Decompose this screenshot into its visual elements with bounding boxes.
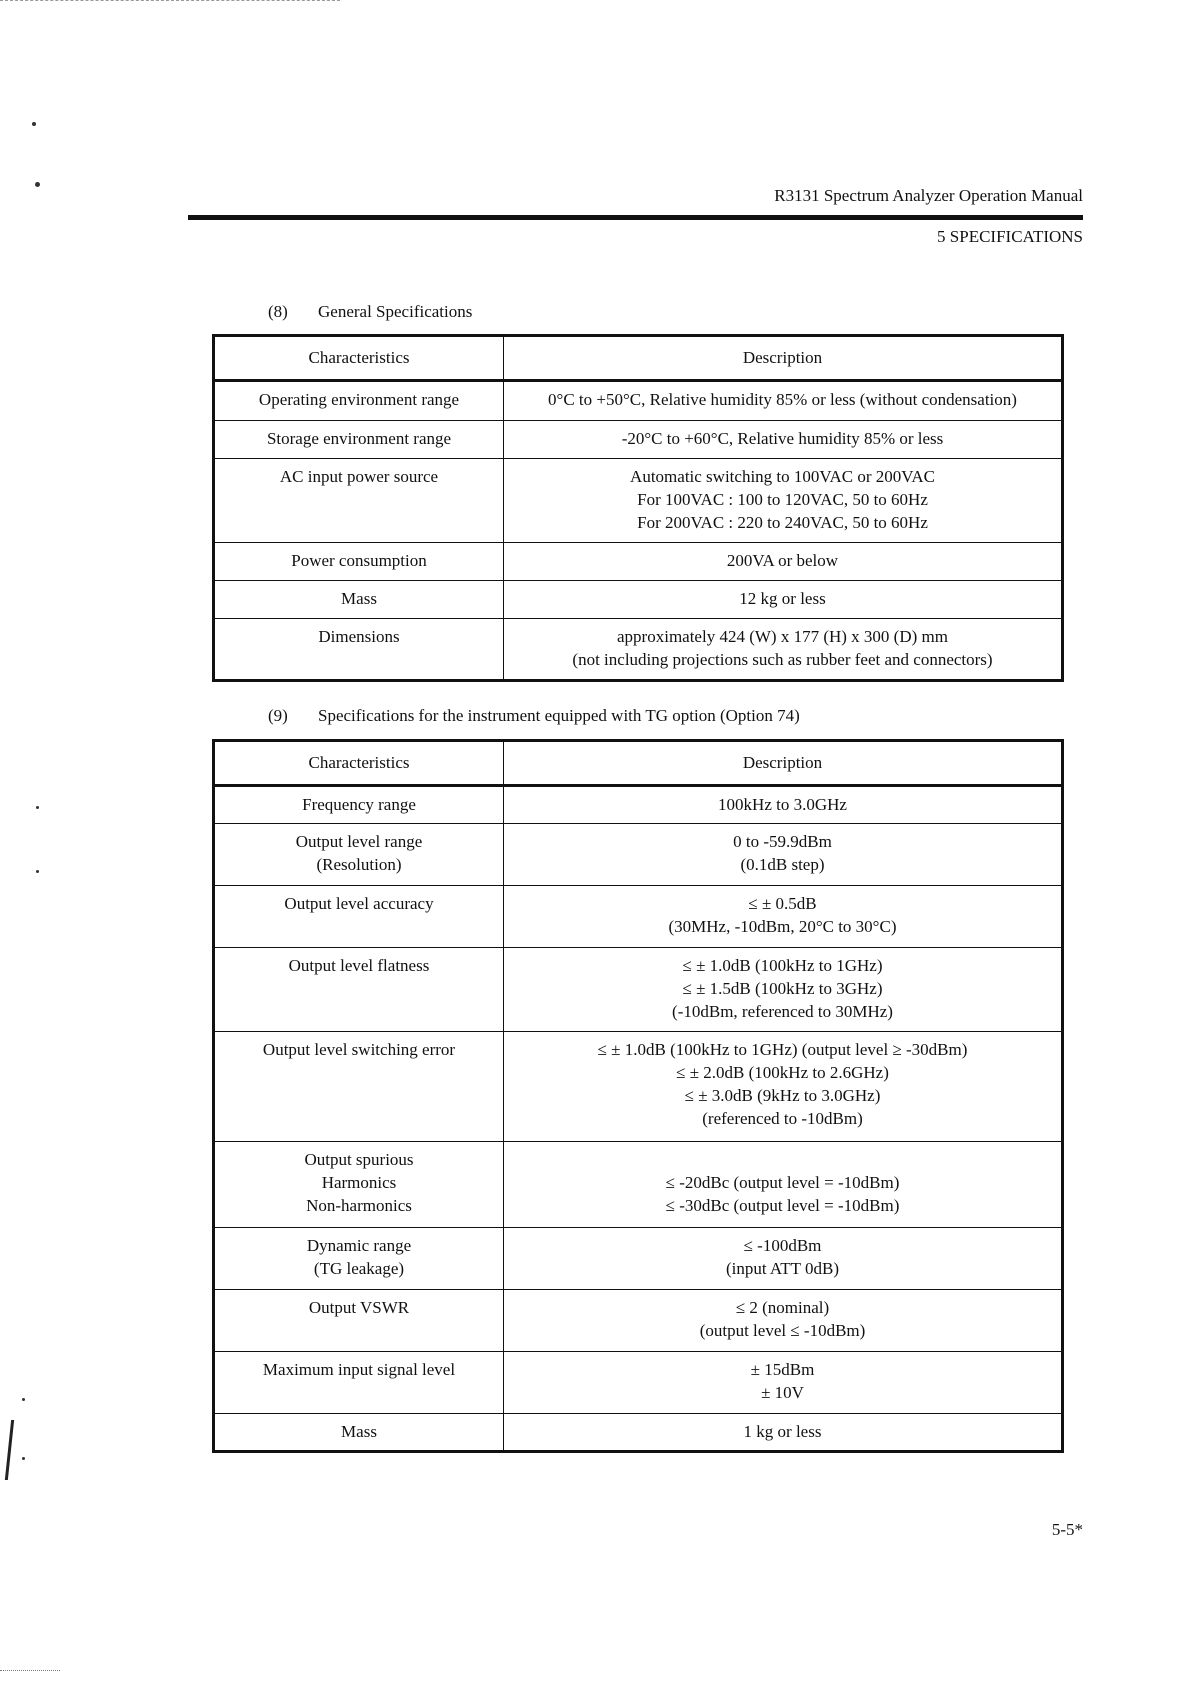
description-line: 1 kg or less	[743, 1422, 822, 1441]
description-line: (output level ≤ -10dBm)	[699, 1321, 866, 1340]
manual-title: R3131 Spectrum Analyzer Operation Manual	[774, 186, 1083, 205]
description-cell	[504, 619, 1063, 681]
description-cell	[504, 1414, 1063, 1452]
description-line: (0.1dB step)	[740, 855, 825, 874]
characteristic-cell	[214, 619, 504, 681]
table-row	[214, 381, 1063, 421]
characteristic-cell	[214, 459, 504, 543]
characteristic-cell	[214, 581, 504, 619]
scan-speck	[36, 870, 39, 873]
description-line: ≤ ± 3.0dB (9kHz to 3.0GHz)	[684, 1086, 881, 1105]
description-line: ≤ -30dBc (output level = -10dBm)	[665, 1196, 900, 1215]
scan-speck	[22, 1457, 25, 1460]
description-line: 0 to -59.9dBm	[733, 832, 832, 851]
characteristic-cell	[214, 1290, 504, 1352]
characteristic-cell	[214, 1032, 504, 1142]
column-header-characteristics: Characteristics	[214, 336, 504, 381]
section-number: (8)	[268, 302, 288, 321]
description-line	[510, 1148, 1055, 1171]
characteristic-cell	[214, 1352, 504, 1414]
description-cell	[504, 824, 1063, 886]
description-cell	[504, 786, 1063, 824]
header-rule	[188, 215, 1083, 220]
description-cell	[504, 886, 1063, 948]
description-line: ± 15dBm	[750, 1360, 815, 1379]
column-header-description: Description	[504, 336, 1063, 381]
description-line: ≤ -20dBc (output level = -10dBm)	[665, 1173, 900, 1192]
characteristic-cell	[214, 824, 504, 886]
column-header-characteristics: Characteristics	[214, 741, 504, 786]
description-line: ≤ 2 (nominal)	[735, 1298, 830, 1317]
characteristic-line: Storage environment range	[266, 429, 452, 448]
description-line: 0°C to +50°C, Relative humidity 85% or less (without condensation)	[548, 390, 1017, 409]
description-line: ≤ ± 1.0dB (100kHz to 1GHz) (output level ≥ -30dBm)	[597, 1040, 968, 1059]
section-heading-text: General Specifications	[318, 302, 473, 321]
table-header-row	[214, 741, 1063, 786]
description-line: 200VA or below	[726, 551, 839, 570]
characteristic-line: Output level accuracy	[284, 894, 434, 913]
table-row	[214, 1228, 1063, 1290]
characteristic-line: Output spurious	[304, 1150, 414, 1169]
description-line: ± 10V	[761, 1383, 804, 1402]
table-row	[214, 543, 1063, 581]
description-cell	[504, 421, 1063, 459]
column-header-description: Description	[504, 741, 1063, 786]
characteristic-line: (TG leakage)	[313, 1259, 405, 1278]
characteristic-line: Dynamic range	[306, 1236, 412, 1255]
description-line: ≤ ± 1.5dB (100kHz to 3GHz)	[682, 979, 883, 998]
characteristic-cell	[214, 1414, 504, 1452]
description-line: (not including projections such as rubber feet and connectors)	[572, 650, 993, 669]
table-row	[214, 1032, 1063, 1142]
table-row	[214, 1290, 1063, 1352]
description-cell	[504, 381, 1063, 421]
description-line: (30MHz, -10dBm, 20°C to 30°C)	[668, 917, 897, 936]
scan-speck	[32, 122, 36, 126]
description-line: approximately 424 (W) x 177 (H) x 300 (D) mm	[617, 627, 948, 646]
characteristic-cell	[214, 421, 504, 459]
characteristic-line: Maximum input signal level	[262, 1360, 456, 1379]
description-line: -20°C to +60°C, Relative humidity 85% or less	[621, 429, 944, 448]
description-line: ≤ ± 1.0dB (100kHz to 1GHz)	[682, 956, 883, 975]
characteristic-line: Dimensions	[318, 627, 400, 646]
description-line: 100kHz to 3.0GHz	[718, 795, 847, 814]
characteristic-cell	[214, 1142, 504, 1228]
table-row	[214, 786, 1063, 824]
section-number: (9)	[268, 706, 288, 725]
characteristic-line: Output VSWR	[308, 1298, 410, 1317]
description-line: Automatic switching to 100VAC or 200VAC	[630, 467, 935, 486]
characteristic-cell	[214, 948, 504, 1032]
binder-mark	[5, 1420, 14, 1480]
characteristic-cell	[214, 1228, 504, 1290]
characteristic-line: Operating environment range	[258, 390, 460, 409]
table-row	[214, 581, 1063, 619]
table-row	[214, 1414, 1063, 1452]
table-row	[214, 824, 1063, 886]
characteristic-line: AC input power source	[279, 467, 439, 486]
description-cell	[504, 459, 1063, 543]
table-row	[214, 1352, 1063, 1414]
characteristic-cell	[214, 886, 504, 948]
characteristic-cell	[214, 381, 504, 421]
table-row	[214, 886, 1063, 948]
description-cell	[504, 1352, 1063, 1414]
tg-specs-heading	[268, 706, 800, 726]
description-line: 12 kg or less	[739, 589, 826, 608]
description-line: ≤ ± 0.5dB	[748, 894, 817, 913]
description-cell	[504, 543, 1063, 581]
description-line: (-10dBm, referenced to 30MHz)	[672, 1002, 893, 1021]
description-cell	[504, 1142, 1063, 1228]
description-cell	[504, 581, 1063, 619]
characteristic-line: Output level range	[295, 832, 423, 851]
table-row	[214, 1142, 1063, 1228]
description-line: For 100VAC : 100 to 120VAC, 50 to 60Hz	[637, 490, 928, 509]
characteristic-cell	[214, 543, 504, 581]
description-line: (input ATT 0dB)	[725, 1259, 840, 1278]
scan-speck	[36, 806, 39, 809]
description-line: ≤ -100dBm	[743, 1236, 822, 1255]
description-cell	[504, 1290, 1063, 1352]
characteristic-line: Harmonics	[321, 1173, 397, 1192]
characteristic-line: Output level flatness	[288, 956, 430, 975]
description-line: (referenced to -10dBm)	[702, 1109, 863, 1128]
description-line: For 200VAC : 220 to 240VAC, 50 to 60Hz	[637, 513, 928, 532]
characteristic-line: Frequency range	[302, 795, 416, 814]
scan-edge-top	[0, 0, 340, 1]
table-row	[214, 948, 1063, 1032]
description-line: ≤ ± 2.0dB (100kHz to 2.6GHz)	[676, 1063, 889, 1082]
scan-edge-bottom	[0, 1670, 60, 1671]
general-specs-table	[212, 334, 1064, 682]
characteristic-cell	[214, 786, 504, 824]
tg-specs-table	[212, 739, 1064, 1453]
characteristic-line: Mass	[341, 589, 377, 608]
characteristic-line: Output level switching error	[262, 1040, 456, 1059]
section-title: 5 SPECIFICATIONS	[937, 227, 1083, 246]
characteristic-line: Mass	[341, 1422, 377, 1441]
description-cell	[504, 948, 1063, 1032]
characteristic-line: (Resolution)	[316, 855, 402, 874]
general-specs-heading	[268, 302, 472, 322]
section-heading-text: Specifications for the instrument equipped with TG option (Option 74)	[318, 706, 800, 725]
table-row	[214, 421, 1063, 459]
scan-speck	[22, 1398, 25, 1401]
description-cell	[504, 1228, 1063, 1290]
table-header-row	[214, 336, 1063, 381]
characteristic-line: Power consumption	[291, 551, 427, 570]
page-number: 5-5*	[1051, 1520, 1083, 1539]
table-row	[214, 619, 1063, 681]
description-cell	[504, 1032, 1063, 1142]
scan-speck	[35, 182, 40, 187]
characteristic-line: Non-harmonics	[306, 1196, 412, 1215]
table-row	[214, 459, 1063, 543]
